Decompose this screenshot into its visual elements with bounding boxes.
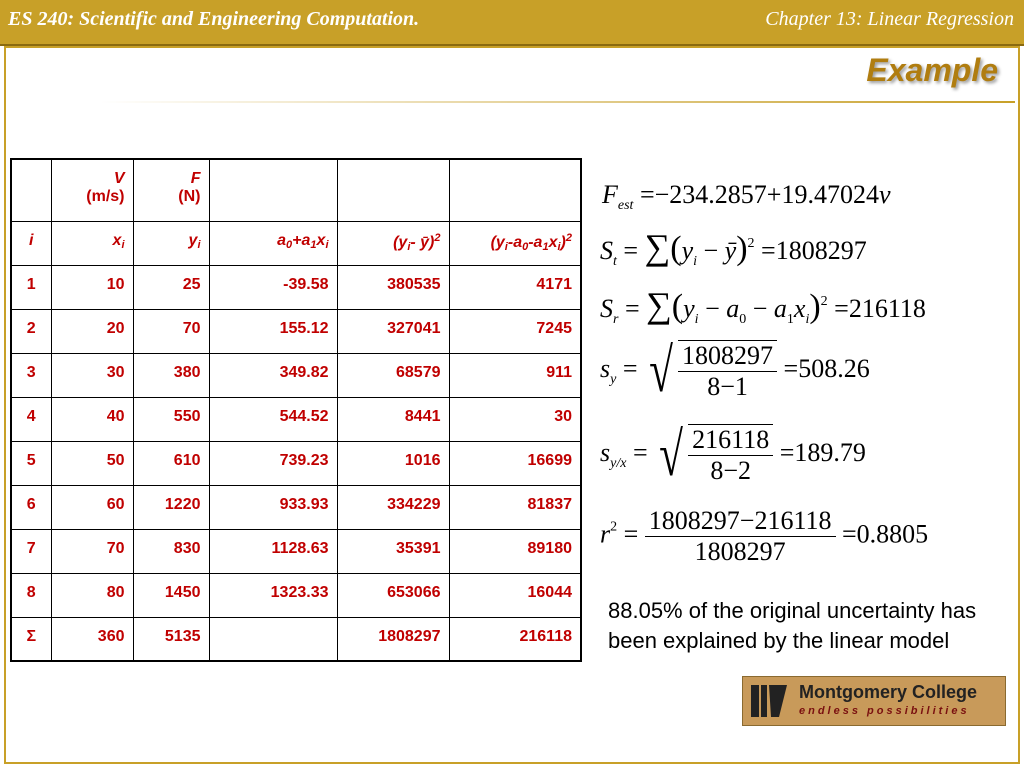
cell-st: 380535 [337,265,449,309]
cell-fit: 349.82 [209,353,337,397]
table-header-row [11,159,581,221]
cell-sr: 4171 [449,265,581,309]
table-subheader-row [11,221,581,265]
sum-sr: 216118 [449,617,581,661]
regression-table [10,158,582,662]
college-tagline: endless possibilities [799,705,970,717]
sum-fit [209,617,337,661]
cell-y: 1450 [133,573,209,617]
header-sr: $(y_i-a_0-a_1x_i)^2$ [449,221,581,265]
cell-y: 70 [133,309,209,353]
title-underline [100,101,1015,103]
header-cell-empty [11,159,51,221]
cell-st: 68579 [337,353,449,397]
table-row [11,529,581,573]
college-emblem-icon [749,683,789,719]
header-x: $x_i$ [51,221,133,265]
chapter-title: Chapter 13: Linear Regression [765,8,1014,30]
cell-fit: 544.52 [209,397,337,441]
cell-x: 60 [51,485,133,529]
slide-title: Example [866,52,998,88]
cell-i: 3 [11,353,51,397]
table-row [11,397,581,441]
cell-x: 40 [51,397,133,441]
college-logo [742,676,1006,726]
equation-fest: $F_{est} =-234.2857+19.47024v$ [602,180,891,213]
cell-st: 35391 [337,529,449,573]
cell-i: 6 [11,485,51,529]
cell-st: 334229 [337,485,449,529]
equation-sr: $S_r = \sum(y_i - a_0 - a_1x_i)^2 =216118$ [600,285,926,327]
cell-x: 80 [51,573,133,617]
header-cell-blank [209,159,337,221]
cell-sr: 89180 [449,529,581,573]
header-cell-velocity: V (m/s) [51,159,133,221]
cell-y: 380 [133,353,209,397]
cell-sr: 911 [449,353,581,397]
equation-st: $S_t = \sum(y_i$ − ȳ)$^2$ =1808297 [600,227,867,269]
cell-i: 2 [11,309,51,353]
cell-x: 50 [51,441,133,485]
cell-st: 8441 [337,397,449,441]
cell-sr: 16044 [449,573,581,617]
header-cell-force: F (N) [133,159,209,221]
equation-sy: $s_y$ = √ $\frac{1808297}{8-1}$ =508.26 [600,337,870,405]
sum-symbol: Σ [11,617,51,661]
sum-x: 360 [51,617,133,661]
college-name: Montgomery College [799,682,978,702]
explanation-text: 88.05% of the original uncertainty has been explained by the linear model [608,598,977,653]
table-row [11,265,581,309]
cell-st: 327041 [337,309,449,353]
slide-header [0,0,1024,46]
cell-x: 30 [51,353,133,397]
table-row [11,485,581,529]
cell-st: 653066 [337,573,449,617]
cell-i: 1 [11,265,51,309]
cell-x: 10 [51,265,133,309]
cell-fit: 739.23 [209,441,337,485]
table-row [11,573,581,617]
cell-i: 5 [11,441,51,485]
header-y: $y_i$ [133,221,209,265]
cell-fit: 933.93 [209,485,337,529]
cell-i: 4 [11,397,51,441]
header-cell-blank [449,159,581,221]
header-cell-blank [337,159,449,221]
cell-sr: 81837 [449,485,581,529]
equation-syx: $s_{y/x}$ = √ $\frac{216118}{8-2}$ =189.79 [600,421,866,489]
cell-fit: 155.12 [209,309,337,353]
cell-x: 20 [51,309,133,353]
table-row [11,441,581,485]
cell-sr: 30 [449,397,581,441]
cell-fit: -39.58 [209,265,337,309]
header-i: i [11,221,51,265]
cell-st: 1016 [337,441,449,485]
cell-i: 8 [11,573,51,617]
sum-st: 1808297 [337,617,449,661]
cell-y: 550 [133,397,209,441]
table-row [11,309,581,353]
header-st: ($y_i-$ ȳ)$^2$ [337,221,449,265]
cell-i: 7 [11,529,51,573]
cell-sr: 7245 [449,309,581,353]
header-fit: $a_0+a_1x_i$ [209,221,337,265]
cell-y: 1220 [133,485,209,529]
cell-fit: 1323.33 [209,573,337,617]
table-row [11,353,581,397]
cell-sr: 16699 [449,441,581,485]
course-title: ES 240: Scientific and Engineering Computation. [8,8,420,30]
cell-y: 610 [133,441,209,485]
sum-y: 5135 [133,617,209,661]
cell-y: 830 [133,529,209,573]
cell-fit: 1128.63 [209,529,337,573]
table-sum-row [11,617,581,661]
cell-y: 25 [133,265,209,309]
cell-x: 70 [51,529,133,573]
equation-r2: $r^2$ = $\frac{1808297-216118}{1808297}$ =0.8805 [600,506,929,566]
